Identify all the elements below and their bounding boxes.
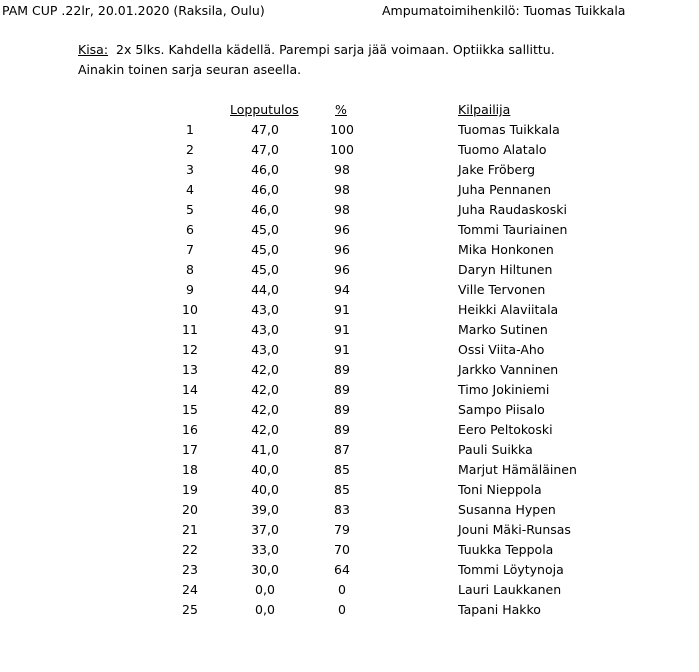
table-row: [0, 380, 699, 400]
percent-cell: 91: [334, 302, 350, 317]
competitor-cell: Ville Tervonen: [458, 282, 546, 297]
table-row: [0, 400, 699, 420]
competitor-cell: Sampo Piisalo: [458, 402, 545, 417]
score-cell: 47,0: [251, 122, 279, 137]
table-row: [0, 260, 699, 280]
table-row: [0, 320, 699, 340]
rank-cell: 22: [182, 542, 198, 557]
score-cell: 0,0: [255, 602, 275, 617]
percent-cell: 98: [334, 182, 350, 197]
competitor-cell: Ossi Viita-Aho: [458, 342, 545, 357]
table-row: [0, 580, 699, 600]
score-cell: 43,0: [251, 302, 279, 317]
rank-cell: 1: [186, 122, 194, 137]
table-row: [0, 560, 699, 580]
competition-rules: 2x 5lks. Kahdella kädellä. Parempi sarja jää voimaan. Optiikka sallittu.: [108, 42, 555, 57]
rank-cell: 16: [182, 422, 198, 437]
percent-cell: 91: [334, 342, 350, 357]
table-row: [0, 520, 699, 540]
score-cell: 40,0: [251, 482, 279, 497]
percent-cell: 85: [334, 462, 350, 477]
results-table: [0, 120, 699, 620]
table-row: [0, 460, 699, 480]
table-row: [0, 160, 699, 180]
rank-cell: 25: [182, 602, 198, 617]
rank-cell: 3: [186, 162, 194, 177]
table-row: [0, 300, 699, 320]
rank-cell: 9: [186, 282, 194, 297]
percent-cell: 83: [334, 502, 350, 517]
table-row: [0, 200, 699, 220]
rank-cell: 7: [186, 242, 194, 257]
score-cell: 47,0: [251, 142, 279, 157]
rank-cell: 20: [182, 502, 198, 517]
score-cell: 33,0: [251, 542, 279, 557]
rank-cell: 5: [186, 202, 194, 217]
competitor-cell: Tuomas Tuikkala: [458, 122, 560, 137]
competitor-cell: Juha Pennanen: [458, 182, 551, 197]
table-row: [0, 180, 699, 200]
percent-cell: 98: [334, 162, 350, 177]
competitor-cell: Pauli Suikka: [458, 442, 533, 457]
score-cell: 40,0: [251, 462, 279, 477]
competitor-cell: Timo Jokiniemi: [458, 382, 550, 397]
competitor-cell: Jarkko Vanninen: [458, 362, 559, 377]
table-row: [0, 440, 699, 460]
table-row: [0, 120, 699, 140]
percent-cell: 100: [330, 142, 354, 157]
percent-cell: 100: [330, 122, 354, 137]
table-row: [0, 360, 699, 380]
percent-cell: 98: [334, 202, 350, 217]
table-row: [0, 500, 699, 520]
table-row: [0, 600, 699, 620]
score-cell: 43,0: [251, 322, 279, 337]
score-cell: 41,0: [251, 442, 279, 457]
competitor-cell: Eero Peltokoski: [458, 422, 553, 437]
competitor-cell: Marko Sutinen: [458, 322, 548, 337]
competitor-cell: Marjut Hämäläinen: [458, 462, 577, 477]
competitor-cell: Susanna Hypen: [458, 502, 556, 517]
score-cell: 42,0: [251, 402, 279, 417]
score-cell: 37,0: [251, 522, 279, 537]
score-cell: 46,0: [251, 162, 279, 177]
percent-cell: 96: [334, 222, 350, 237]
rank-cell: 4: [186, 182, 194, 197]
rank-cell: 2: [186, 142, 194, 157]
competition-label: Kisa:: [78, 42, 109, 57]
column-header-score: Lopputulos: [230, 102, 299, 117]
rank-cell: 18: [182, 462, 198, 477]
rank-cell: 13: [182, 362, 198, 377]
rank-cell: 12: [182, 342, 198, 357]
percent-cell: 94: [334, 282, 350, 297]
competitor-cell: Toni Nieppola: [458, 482, 542, 497]
competitor-cell: Lauri Laukkanen: [458, 582, 562, 597]
rank-cell: 17: [182, 442, 198, 457]
competitor-cell: Jake Fröberg: [458, 162, 536, 177]
table-row: [0, 240, 699, 260]
percent-cell: 0: [338, 582, 346, 597]
table-row: [0, 280, 699, 300]
range-official: Ampumatoimihenkilö: Tuomas Tuikkala: [382, 3, 626, 18]
table-row: [0, 480, 699, 500]
rank-cell: 8: [186, 262, 194, 277]
percent-cell: 87: [334, 442, 350, 457]
rank-cell: 24: [182, 582, 198, 597]
percent-cell: 96: [334, 242, 350, 257]
rank-cell: 23: [182, 562, 198, 577]
competition-note: Ainakin toinen sarja seuran aseella.: [78, 62, 302, 77]
table-row: [0, 540, 699, 560]
percent-cell: 64: [334, 562, 350, 577]
percent-cell: 89: [334, 422, 350, 437]
percent-cell: 70: [334, 542, 350, 557]
page-title: PAM CUP .22lr, 20.01.2020 (Raksila, Oulu): [2, 3, 265, 18]
competitor-cell: Mika Honkonen: [458, 242, 554, 257]
score-cell: 45,0: [251, 242, 279, 257]
score-cell: 46,0: [251, 182, 279, 197]
score-cell: 46,0: [251, 202, 279, 217]
percent-cell: 0: [338, 602, 346, 617]
competitor-cell: Tommi Löytynoja: [458, 562, 564, 577]
competitor-cell: Tuukka Teppola: [458, 542, 554, 557]
table-row: [0, 140, 699, 160]
score-cell: 45,0: [251, 262, 279, 277]
competitor-cell: Tommi Tauriainen: [458, 222, 568, 237]
column-header-competitor: Kilpailija: [458, 102, 511, 117]
rank-cell: 10: [182, 302, 198, 317]
percent-cell: 91: [334, 322, 350, 337]
competitor-cell: Heikki Alaviitala: [458, 302, 559, 317]
score-cell: 42,0: [251, 422, 279, 437]
percent-cell: 89: [334, 362, 350, 377]
competition-description: [78, 40, 555, 60]
percent-cell: 85: [334, 482, 350, 497]
competitor-cell: Tapani Hakko: [458, 602, 541, 617]
score-cell: 30,0: [251, 562, 279, 577]
competitor-cell: Daryn Hiltunen: [458, 262, 553, 277]
table-row: [0, 340, 699, 360]
competitor-cell: Jouni Mäki-Runsas: [458, 522, 571, 537]
percent-cell: 89: [334, 382, 350, 397]
rank-cell: 15: [182, 402, 198, 417]
percent-cell: 96: [334, 262, 350, 277]
score-cell: 39,0: [251, 502, 279, 517]
score-cell: 43,0: [251, 342, 279, 357]
score-cell: 42,0: [251, 382, 279, 397]
rank-cell: 11: [182, 322, 198, 337]
percent-cell: 89: [334, 402, 350, 417]
percent-cell: 79: [334, 522, 350, 537]
score-cell: 44,0: [251, 282, 279, 297]
rank-cell: 21: [182, 522, 198, 537]
rank-cell: 19: [182, 482, 198, 497]
score-cell: 0,0: [255, 582, 275, 597]
column-header-percent: %: [335, 102, 347, 117]
table-row: [0, 220, 699, 240]
score-cell: 42,0: [251, 362, 279, 377]
table-row: [0, 420, 699, 440]
rank-cell: 14: [182, 382, 198, 397]
competitor-cell: Tuomo Alatalo: [458, 142, 547, 157]
score-cell: 45,0: [251, 222, 279, 237]
competitor-cell: Juha Raudaskoski: [458, 202, 567, 217]
rank-cell: 6: [186, 222, 194, 237]
